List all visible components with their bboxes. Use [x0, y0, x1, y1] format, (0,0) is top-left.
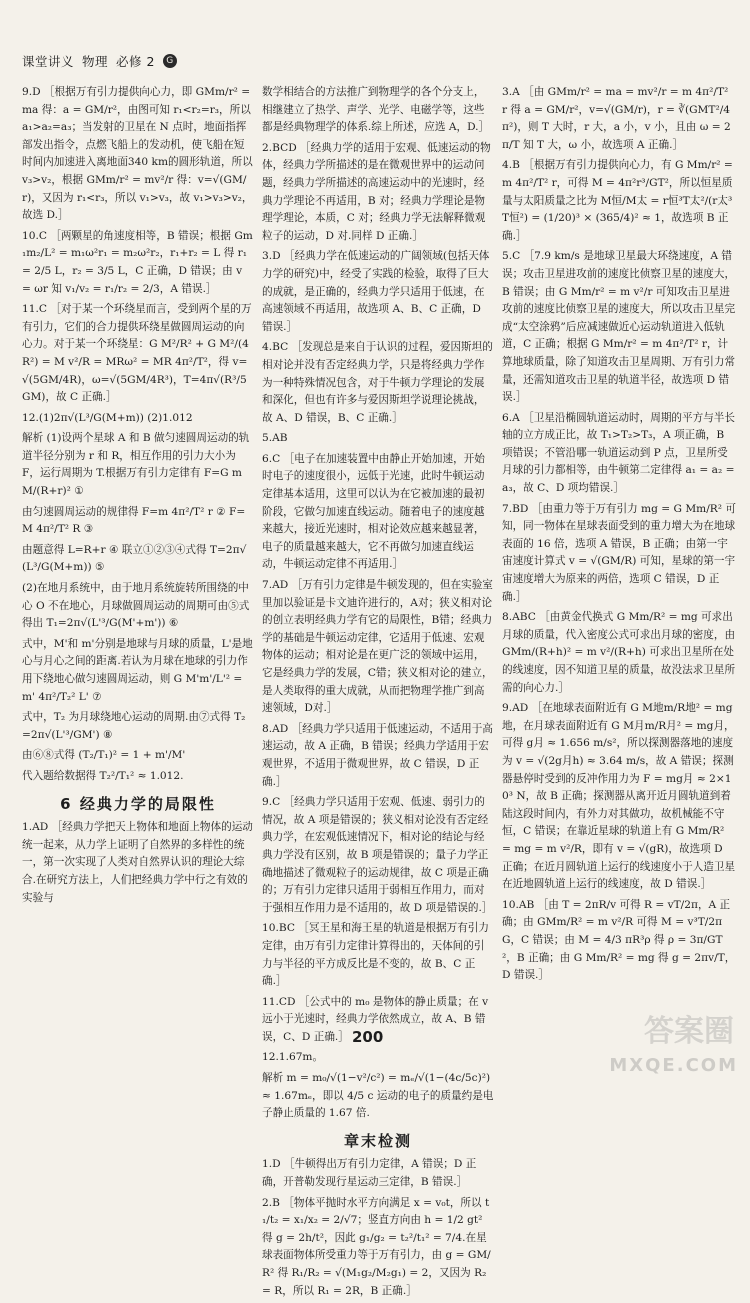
answer-entry: 解析 m = m₀/√(1−v²/c²) = mₑ/√(1−(4c/5c)²) ≈ 1.67mₑ，即以 4/5 c 运动的电子的质量约是电子静止质量的 1.67 倍.: [262, 1072, 494, 1120]
answer-entry: 3.A ［由 GMm/r² = ma = mv²/r = m 4π²/T² r 得 a = GM/r²，v=√(GM/r)，r = ∛(GMT²/4π²)，则 T 大时，r 大，a 小，v 小，且由 ω = 2π/T 知 T 大，ω 小，故选项 A 正确.］: [502, 86, 731, 151]
answer-entry: 9.AD ［在地球表面附近有 G M地m/R地² = mg地，在月球表面附近有 G M月m/R月² = mg月，可得 g月 ≈ 1.656 m/s²，所以探测器落地的速度为 v = √(2g月h) ≈ 3.64 m/s，故 A 错误；探测器悬停时受到的反冲作用力为 F = mg月 ≈ 2×10³ N，故 B 正确；探测器从离开近月圆轨道到着陆这段时间内，有外力对其做功，故机械能不守恒，C 错误；在靠近星球的轨道上有 G Mm/R² = mg = m v²/R，即有 v = √(gR)，故选项 D 正确；在近月圆轨道上运行的线速度小于人造卫星在近地圆轨道上运行的线速度，故 D 错误.］: [502, 702, 736, 891]
answer-entry: 代入题给数据得 T₂²/T₁² ≈ 1.012.: [22, 769, 184, 782]
page-header: [22, 52, 177, 70]
answer-entry: 9.D ［根据万有引力提供向心力，即 GMm/r² = ma 得：a = GM/r²，由图可知 r₁<r₂=r₃，所以 a₁>a₂=a₃；当发射的卫星在 N 点时，地面指挥部发出指令，点燃飞船上的发动机，使飞船在短时间内加速进入离地面340 km的圆形轨道，所以 v₃>v₂，根据 GMm/r² = mv²/r 得：v=√(GM/r)，又因为 r₁<r₃，所以 v₁>v₃，故 v₁>v₃>v₂，故选 D.］: [22, 86, 253, 222]
answer-entry: 2.B ［物体平抛时水平方向满足 x = v₀t，所以 t₁/t₂ = x₁/x₂ = 2/√7；竖直方向由 h = 1/2 gt² 得 g = 2h/t²，因此 g₁/g₂ = t₂²/t₁² = 7/4.在星球表面物体所受重力等于万有引力，由 g = GM/R² 得 R₁/R₂ = √(M₁g₂/M₂g₁) = 2，又因为 R₂ = R，所以 R₁ = 2R，B 正确.］: [262, 1196, 491, 1297]
answer-entry: 1.AD ［经典力学把天上物体和地面上物体的运动统一起来，从力学上证明了自然界的多样性的统一，第一次实现了人类对自然界认识的理论大综合.在研究方法上，人们把经典力学中行之有效的实验与: [22, 821, 253, 904]
answer-entry: 9.C ［经典力学只适用于宏观、低速、弱引力的情况，故 A 项是错误的；狭义相对论没有否定经典力学，在宏观低速情况下，相对论的结论与经典力学没有区别，故 B 项是错误的；量子力学正确地描述了微观粒子的运动规律，故 C 项是正确的；万有引力定律只适用于弱相互作用力，而对于强相互作用力是不适用的，故 D 项是错误的.］: [262, 796, 493, 914]
answer-entry: 8.ABC ［由黄金代换式 G Mm/R² = mg 可求出月球的质量，代入密度公式可求出月球的密度，由 GMm/(R+h)² = m v²/(R+h) 可求出卫星所在处的线速度，因不知道卫星的质量，故没法求卫星所需的向心力.］: [502, 611, 736, 694]
section-title: 6 经典力学的局限性: [60, 794, 216, 813]
watermark-url: MXQE.COM: [609, 1055, 738, 1076]
answer-entry: 6.A ［卫星沿椭圆轨道运动时，周期的平方与半长轴的立方成正比，故 T₁>T₂>T₃，A 项正确，B 项错误；不管沿哪一轨道运动到 P 点，卫星所受月球的引力都相等，由牛顿第二定律得 a₁ = a₂ = a₃，故 C、D 项均错误.］: [502, 411, 735, 495]
column-1: [22, 84, 254, 910]
answer-entry: 6.C ［电子在加速装置中由静止开始加速，开始时电子的速度很小，远低于光速，此时牛顿运动定律基本适用，这里可以认为在它被加速的最初阶段，它做匀加速直线运动。随着电子的速度越来越大，接近光速时，相对论效应越来越显著，电子的质量越来越大，它不再做匀加速直线运动，牛顿运动定律不再适用.］: [262, 452, 485, 571]
answer-entry: 式中，T₂ 为月球绕地心运动的周期.由⑦式得 T₂=2π√(L'³/GM') ⑧: [22, 711, 246, 741]
answer-entry: 3.D ［经典力学在低速运动的广阔领域(包括天体力学的研究)中，经受了实践的检验，取得了巨大的成就，是正确的，经典力学只适用于低速，在高速领域不再适用，故选项 A、B、C 正确，D 错误.］: [262, 250, 490, 333]
answer-entry: 7.BD ［由重力等于万有引力 mg = G Mm/R² 可知，同一物体在星球表面受到的重力增大为在地球表面的 16 倍，选项 A 错误，B 正确；由第一宇宙速度计算式 v = √(GM/R) 可知，星球的第一宇宙速度增大为原来的两倍，选项 C 错误，D 正确.］: [502, 502, 736, 603]
column-2: [262, 84, 494, 1303]
answer-entry: 12.1.67m。: [262, 1051, 324, 1064]
watermark-logo: [590, 1006, 740, 1076]
answer-entry: 4.B ［根据万有引力提供向心力，有 G Mm/r² = m 4π²/T² r，可得 M = 4π²r³/GT²，所以恒星质量与太阳质量之比为 M恒/M太 = r恒³T太²/(r太³T恒²) = (1/20)³ × (365/4)² ≈ 1，故选项 B 正确.］: [502, 159, 733, 242]
answer-entry: 8.AD ［经典力学只适用于低速运动，不适用于高速运动，故 A 正确，B 错误；经典力学适用于宏观世界，不适用于微观世界，故 C 错误，D 正确.］: [262, 722, 493, 788]
page-number: 200: [352, 1028, 384, 1046]
answer-entry: 10.BC ［冥王星和海王星的轨道是根据万有引力定律，由万有引力定律计算得出的，天体间的引力与半径的平方成反比是不变的，故 B、C 正确.］: [262, 922, 489, 988]
answer-entry: 由匀速圆周运动的规律得 F=m 4π²/T² r ② F=M 4π²/T² R ③: [22, 505, 246, 536]
answer-entry: 2.BCD ［经典力学的适用于宏观、低速运动的物体，经典力学所描述的是在微观世界中的运动问题，经典力学所描述的高速运动中的光速时，经典力学理论不再适用，B 对；经典力学理论是物理学理论，本质，C 对；经典力学无法解释微观粒子的运动，D 对.同样 D 正确.］: [262, 141, 491, 242]
answer-entry: 4.BC ［发现总是来自于认识的过程，爱因斯坦的相对论并没有否定经典力学，只是将经典力学作为一种特殊情况包含，对于牛顿力学理论的发展和深化，但也有许多与爱因斯坦学说理论挑战，故 A、D 错误，B、C 正确.］: [262, 341, 493, 424]
answer-entry: 由⑥⑧式得 (T₂/T₁)² = 1 + m'/M': [22, 749, 186, 762]
answer-entry: 7.AD ［万有引力定律是牛顿发现的，但在实验室里加以验证是卡文迪许进行的，A对；狭义相对论的创立表明经典力学有它的局限性，B错；经典力学的基础是牛顿运动定律，它适用于低速、宏观物体的运动；相对论是在更广泛的领域中运用，它是经典力学的发展，C错；狭义相对论的建立，是人类取得的重大成就，从而把物理学推广到高速领域，D对.］: [262, 579, 493, 715]
section-title: 章末检测: [343, 1131, 412, 1150]
answer-entry: 由题意得 L=R+r ④ 联立①②③④式得 T=2π√(L³/G(M+m)) ⑤: [22, 543, 247, 574]
answer-entry: 解析 (1)设两个星球 A 和 B 做匀速圆周运动的轨道半径分别为 r 和 R，相互作用的引力大小为 F，运行周期为 T.根据万有引力定律有 F=G mM/(R+r)² ①: [22, 432, 250, 498]
answer-entry: 数学相结合的方法推广到物理学的各个分支上，相继建立了热学、声学、光学、电磁学等，这些都是经典物理学的体系.综上所述，应选 A，D.］: [262, 86, 490, 134]
answer-entry: 5.C ［7.9 km/s 是地球卫星最大环绕速度，A 错误；攻击卫星进攻前的速度比侦察卫星的速度大，B 错误；由 G Mm/r² = m v²/r 可知攻击卫星进攻前的速度比侦察卫星的速度大，所以攻击卫星完成“太空涂鸦”后应减速做近心运动轨道进入低轨道，C 正确；根据 G Mm/r² = m 4π²/T² r，计算地球质量，除了知道攻击卫星周期、万有引力常量，还需知道攻击卫星的轨道半径，故选项 D 错误.］: [502, 250, 736, 404]
answer-entry: 10.AB ［由 T = 2πR/v 可得 R = vT/2π，A 正确；由 GMm/R² = m v²/R 可得 M = v³T/2πG，C 错误；由 M = 4/3 πR³ρ 得 ρ = 3π/GT²，B 正确；由 G Mm/R² = mg 得 g = 2πv/T，D 错误.］: [502, 898, 736, 982]
answer-entry: 式中，M'和 m'分别是地球与月球的质量，L'是地心与月心之间的距离.若认为月球在地球的引力作用下绕地心做匀速圆周运动，则 G M'm'/L'² = m' 4π²/T₂² L' ⑦: [22, 637, 253, 703]
answer-entry: 1.D ［牛顿得出万有引力定律，A 错误；D 正确，开普勒发现行星运动三定律，B 错误.］: [262, 1158, 477, 1189]
answer-entry: 11.C ［对于某一个环绕星而言，受到两个星的万有引力，它们的合力提供环绕星做圆周运动的向心力。对于某一个环绕星：G M²/R² + G M²/(4R²) = M v²/R = MRω² = MR 4π²/T²，得 v=√(5GM/4R)，ω=√(5GM/4R³)，T=4π√(R³/5GM)，故 C 正确.］: [22, 303, 252, 404]
watermark-cn: 答案圈: [644, 1014, 734, 1049]
answer-entry: (2)在地月系统中，由于地月系统旋转所围绕的中心 O 不在地心，月球做圆周运动的周期可由⑤式得出 T₁=2π√(L'³/G(M'+m')) ⑥: [22, 582, 250, 630]
header-logo-icon: G: [163, 54, 177, 68]
answer-entry: 10.C ［两颗星的角速度相等，B 错误；根据 Gm₁m₂/L² = m₁ω²r₁ = m₂ω²r₂，r₁+r₂ = L 得 r₁ = 2/5 L，r₂ = 3/5 L，C 正确，D 错误；由 v = ωr 知 v₁/v₂ = r₁/r₂ = 2/3，A 错误.］: [22, 229, 253, 295]
header-book: 课堂讲义: [22, 54, 75, 69]
answer-entry: 12.(1)2π√(L³/G(M+m)) (2)1.012: [22, 411, 193, 424]
answer-entry: 11.CD ［公式中的 m₀ 是物体的静止质量；在 v 远小于光速时，经典力学依然成立，故 A、B 错误，C、D 正确.］: [262, 995, 489, 1043]
answer-entry: 5.AB: [262, 432, 288, 445]
header-volume: 必修 2: [116, 54, 155, 69]
column-3: [502, 84, 736, 988]
header-subject: 物理: [82, 54, 109, 69]
